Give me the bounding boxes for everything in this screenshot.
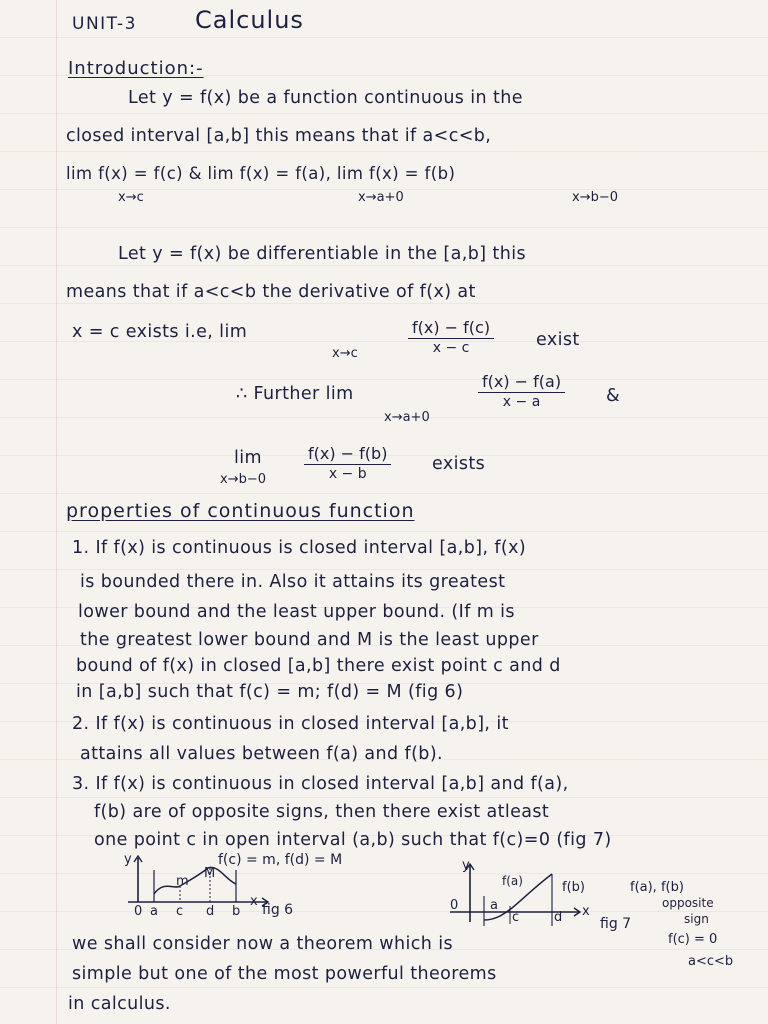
property-2-line-2: attains all values between f(a) and f(b).	[80, 744, 444, 764]
fig7-fa: f(a)	[502, 874, 523, 888]
intro-line-2: closed interval [a,b] this means that if a<c<b,	[66, 126, 492, 146]
intro-line-1: Let y = f(x) be a function continuous in the	[128, 88, 523, 108]
fig6-origin: 0	[134, 904, 143, 919]
page-margin-line	[56, 0, 57, 1024]
fig6-m-label: m	[176, 874, 189, 889]
limit-sub-b: x→b−0	[572, 190, 619, 205]
fig7-note-sign: sign	[684, 912, 709, 926]
fig7-note-interval: a<c<b	[688, 954, 734, 969]
subject-title: Calculus	[195, 6, 304, 34]
fig6-d: d	[206, 904, 215, 919]
fig6-a: a	[150, 904, 158, 919]
derivative-numerator: f(x) − f(c)	[408, 318, 494, 339]
further-sub: x→a+0	[384, 410, 430, 425]
fig6-x: x	[250, 894, 258, 909]
fig7-y: y	[462, 858, 470, 873]
lim-b-fraction	[304, 444, 391, 482]
fig7-fb: f(b)	[562, 880, 585, 895]
further-numerator: f(x) − f(a)	[478, 372, 565, 393]
diff-line-3: x = c exists i.e, lim	[72, 322, 248, 342]
fig6-b: b	[232, 904, 241, 919]
fig6-top-label: f(c) = m, f(d) = M	[218, 852, 343, 868]
further-fraction	[478, 372, 565, 410]
further-and: &	[606, 386, 621, 406]
closing-line-1: we shall consider now a theorem which is	[72, 934, 453, 954]
further-denominator: x − a	[502, 394, 541, 410]
fig7-origin: 0	[450, 898, 459, 913]
fig7-a: a	[490, 898, 498, 913]
fig7-caption: fig 7	[600, 916, 632, 932]
fig6-y: y	[124, 852, 132, 867]
lim-b-denominator: x − b	[328, 466, 367, 482]
fig7-note-fa-fb: f(a), f(b)	[630, 880, 684, 895]
lim-b-numerator: f(x) − f(b)	[304, 444, 391, 465]
fig7-c: c	[512, 910, 520, 925]
fig6-caption: fig 6	[262, 902, 294, 918]
property-1-line-1: 1. If f(x) is continuous is closed interval [a,b], f(x)	[72, 538, 527, 558]
properties-heading: properties of continuous function	[66, 500, 415, 522]
property-3-line-2: f(b) are of opposite signs, then there exist atleast	[94, 802, 550, 822]
closing-line-3: in calculus.	[68, 994, 171, 1014]
lim-b-exists: exists	[432, 454, 486, 474]
diff-line-2: means that if a<c<b the derivative of f(x) at	[66, 282, 476, 302]
fig7-x: x	[582, 904, 590, 919]
diff-line-1: Let y = f(x) be differentiable in the [a,b] this	[118, 244, 526, 264]
property-1-line-2: is bounded there in. Also it attains its greatest	[80, 572, 506, 592]
fig6-M-label: M	[204, 866, 216, 881]
property-1-line-5: bound of f(x) in closed [a,b] there exist point c and d	[76, 656, 561, 676]
fig7-note-fc-zero: f(c) = 0	[668, 932, 718, 947]
fig6-c: c	[176, 904, 184, 919]
property-1-line-6: in [a,b] such that f(c) = m; f(d) = M (fig 6)	[76, 682, 464, 702]
fig7-note-opposite: opposite	[662, 896, 714, 910]
unit-label: UNIT-3	[72, 14, 137, 34]
property-1-line-3: lower bound and the least upper bound. (If m is	[78, 602, 515, 622]
property-3-line-1: 3. If f(x) is continuous in closed interval [a,b] and f(a),	[72, 774, 569, 794]
diff-sub-c: x→c	[332, 346, 358, 361]
intro-line-3: lim f(x) = f(c) & lim f(x) = f(a), lim f(x) = f(b)	[66, 164, 456, 183]
limit-sub-a: x→a+0	[358, 190, 404, 205]
intro-heading: Introduction:-	[68, 58, 204, 79]
further-line: ∴ Further lim	[236, 384, 354, 404]
property-1-line-4: the greatest lower bound and M is the least upper	[80, 630, 539, 650]
lim-b-label: lim	[234, 448, 262, 468]
derivative-denominator: x − c	[432, 340, 470, 356]
fig7-d: d	[554, 910, 563, 925]
limit-sub-c: x→c	[118, 190, 144, 205]
derivative-fraction	[408, 318, 494, 356]
fig6-curve	[154, 867, 236, 894]
property-2-line-1: 2. If f(x) is continuous in closed interval [a,b], it	[72, 714, 509, 734]
property-3-line-3: one point c in open interval (a,b) such that f(c)=0 (fig 7)	[94, 830, 612, 850]
diff-exist: exist	[536, 330, 580, 350]
lim-b-sub: x→b−0	[220, 472, 267, 487]
closing-line-2: simple but one of the most powerful theorems	[72, 964, 497, 984]
